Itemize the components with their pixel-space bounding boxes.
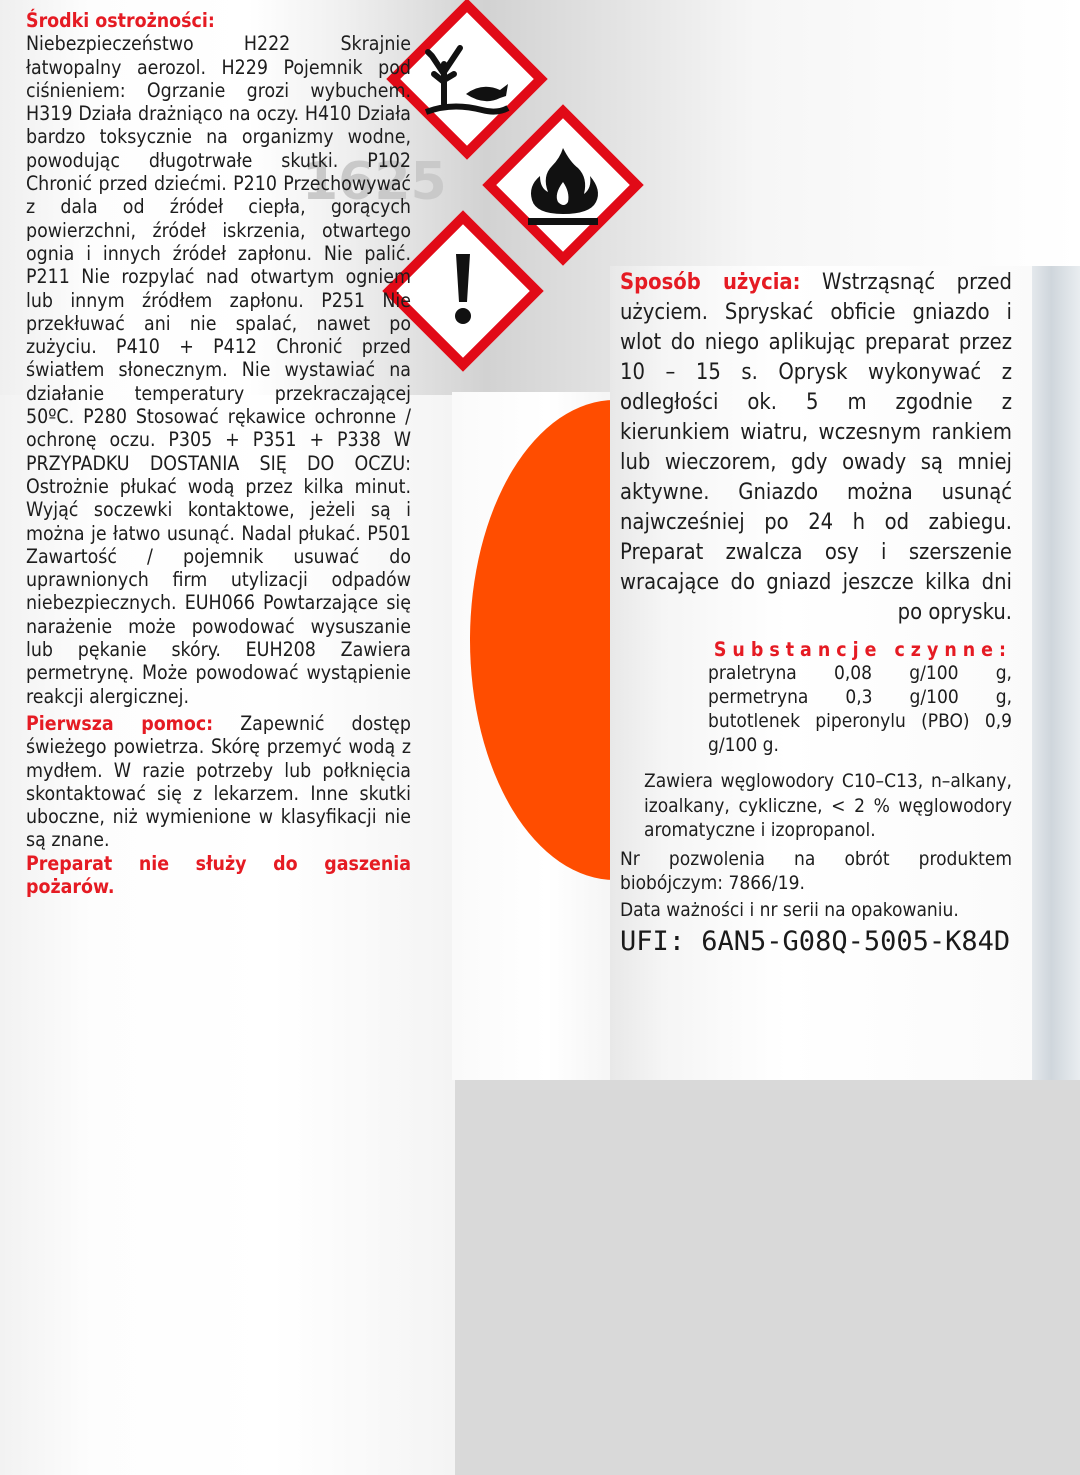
permit-number: Nr pozwolenia na obrót produktem biobójczym: 7866/19. <box>620 847 1012 895</box>
right-edge-strip <box>1032 266 1080 1080</box>
active-substances-heading: Substancje czynne: <box>713 638 1012 661</box>
expiry-note: Data ważności i nr serii na opakowaniu. <box>620 898 959 921</box>
fire-warning: Preparat nie służy do gaszenia pożarów. <box>26 851 411 898</box>
usage-body: Wstrząsnąć przed użyciem. Spryskać obficie gniazdo i wlot do niego aplikując preparat przez 10 – 15 s. Oprysk wykonywać z odległości ok. 5 m zgodnie z kierunkiem wiatru, wczesnym rankiem lub wieczorem, gdy owady są mniej aktywne. Gniazdo można usunąć najwcześniej po 24 h od zabiegu. Preparat zwalcza osy i szerszenie wracające do gniazd jeszcze kilka dni po oprysku. <box>620 270 1012 625</box>
precautions-text-block <box>26 9 411 898</box>
usage-text-block <box>620 268 1012 958</box>
watermark: 1625 <box>302 152 447 212</box>
active-substances-body: praletryna 0,08 g/100 g, permetryna 0,3 g/100 g, butotlenek piperonylu (PBO) 0,9 g/100 g. <box>708 662 1012 757</box>
first-aid-heading: Pierwsza pomoc: <box>26 711 214 735</box>
first-aid-body: Zapewnić dostęp świeżego powietrza. Skórę przemyć wodą z mydłem. W razie potrzeby lub połknięcia skontaktować się z lekarzem. Inne skutki uboczne, niż wymienione w klasyfikacji nie są znane. <box>26 711 411 852</box>
contains-text: Zawiera węglowodory C10–C13, n–alkany, izoalkany, cykliczne, < 2 % węglowodory aromatyczne i izopropanol. <box>644 770 1012 842</box>
ufi-code: UFI: 6AN5-G08Q-5005-K84D <box>620 926 1011 958</box>
usage-heading: Sposób użycia: <box>620 270 801 295</box>
exclamation-mark-icon <box>418 246 508 336</box>
precautions-body: Niebezpieczeństwo H222 Skrajnie łatwopalny aerozol. H229 Pojemnik pod ciśnieniem: Ogrzanie grozi wybuchem. H319 Działa drażniąco na oczy. H410 Działa bardzo toksycznie na organizmy wodne, powodując długotrwałe skutki. P102 Chronić przed dziećmi. P210 Przechowywać z dala od źródeł ciepła, gorących powierzchni, źródeł iskrzenia, otwartego ognia i innych źródeł zapłonu. Nie palić. P211 Nie rozpylać nad otwartym ogniem lub innym źródłem zapłonu. P251 Nie przekłuwać ani nie spalać, nawet po zużyciu. P410 + P412 Chronić przed światłem słonecznym. Nie wystawiać na działanie temperatury przekraczającej 50ºC. P280 Stosować rękawice ochronne / ochronę oczu. P305 + P351 + P338 W PRZYPADKU DOSTANIA SIĘ DO OCZU: Ostrożnie płukać wodą przez kilka minut. Wyjąć soczewki kontaktowe, jeżeli są i można je łatwo usunąć. Nadal płukać. P501 Zawartość / pojemnik usuwać do uprawnionych firm utylizacji odpadów niebezpiecznych. EUH066 Powtarzające się narażenie może powodować wysuszanie lub pękanie skóry. EUH208 Zawiera permetrynę. Może powodować wystąpienie reakcji alergicznej. <box>26 32 411 708</box>
precautions-heading: Środki ostrożności: <box>26 9 215 32</box>
usage-paragraph <box>620 268 1012 628</box>
first-aid-paragraph <box>26 712 411 852</box>
